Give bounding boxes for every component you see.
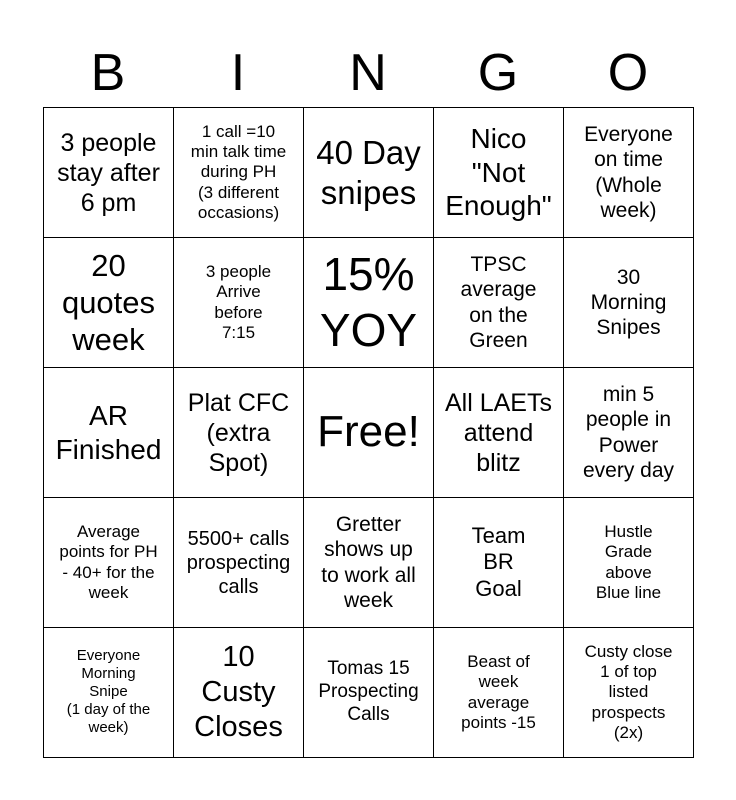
bingo-row	[44, 498, 694, 628]
bingo-cell[interactable]	[564, 108, 694, 238]
bingo-cell-text: Nico "Not Enough"	[445, 123, 552, 222]
bingo-cell-text: Everyone Morning Snipe (1 day of the week)	[66, 647, 151, 737]
bingo-cell[interactable]	[174, 368, 304, 498]
bingo-cell-text: 30 Morning Snipes	[590, 265, 667, 340]
bingo-cell-text: TPSC average on the Green	[460, 253, 537, 352]
bingo-cell[interactable]	[44, 628, 174, 758]
bingo-cell[interactable]	[304, 498, 434, 628]
bingo-cell-text: 10 Custy Closes	[194, 641, 283, 743]
bingo-cell[interactable]	[434, 368, 564, 498]
bingo-cell[interactable]	[564, 238, 694, 368]
bingo-cell[interactable]	[434, 108, 564, 238]
header-letter-n: N	[349, 44, 387, 102]
bingo-cell[interactable]	[44, 368, 174, 498]
bingo-cell-text: Tomas 15 Prospecting Calls	[318, 658, 419, 725]
bingo-cell-text: All LAETs attend blitz	[445, 388, 552, 477]
bingo-cell[interactable]	[174, 498, 304, 628]
bingo-cell-text: 1 call =10 min talk time during PH (3 different occasions)	[190, 121, 287, 223]
bingo-cell-text: 40 Day snipes	[316, 133, 421, 211]
bingo-cell-text: min 5 people in Power every day	[582, 383, 675, 482]
bingo-cell[interactable]	[434, 498, 564, 628]
bingo-cell[interactable]	[44, 108, 174, 238]
bingo-cell-text: Hustle Grade above Blue line	[595, 521, 662, 602]
bingo-cell[interactable]	[434, 628, 564, 758]
header-letter-b: B	[90, 44, 126, 102]
bingo-card-grid	[43, 107, 694, 758]
bingo-row	[44, 368, 694, 498]
bingo-cell-text: Everyone on time (Whole week)	[584, 123, 673, 222]
bingo-cell-text: Beast of week average points -15	[461, 651, 536, 732]
bingo-cell[interactable]	[174, 628, 304, 758]
bingo-cell-text: 3 people Arrive before 7:15	[205, 261, 272, 342]
bingo-cell[interactable]	[564, 628, 694, 758]
bingo-cell-text: Average points for PH - 40+ for the week	[59, 521, 158, 602]
bingo-cell-text: Free!	[317, 407, 420, 457]
bingo-cell[interactable]	[44, 498, 174, 628]
bingo-cell-text: Gretter shows up to work all week	[321, 513, 416, 612]
bingo-cell-text: Team BR Goal	[471, 522, 526, 601]
bingo-cell-text: 3 people stay after 6 pm	[57, 128, 160, 217]
bingo-cell[interactable]	[44, 238, 174, 368]
bingo-cell[interactable]	[304, 368, 434, 498]
bingo-cell-text: AR Finished	[55, 399, 162, 465]
bingo-cell[interactable]	[174, 238, 304, 368]
bingo-cell[interactable]	[304, 628, 434, 758]
bingo-cell-text: 20 quotes week	[61, 247, 156, 358]
header-letter-o: O	[607, 44, 649, 102]
bingo-cell[interactable]	[304, 108, 434, 238]
bingo-row	[44, 108, 694, 238]
bingo-cell-text: Plat CFC (extra Spot)	[187, 388, 290, 477]
bingo-cell[interactable]	[564, 368, 694, 498]
bingo-cell[interactable]	[564, 498, 694, 628]
bingo-header	[43, 40, 693, 106]
header-letter-i: I	[230, 44, 246, 102]
bingo-cell[interactable]	[174, 108, 304, 238]
bingo-cell-text: Custy close 1 of top listed prospects (2x)	[584, 641, 673, 743]
header-letter-g: G	[477, 44, 519, 102]
bingo-row	[44, 628, 694, 758]
bingo-cell-text: 15% YOY	[319, 248, 418, 356]
bingo-cell[interactable]	[304, 238, 434, 368]
bingo-row	[44, 238, 694, 368]
bingo-cell-text: 5500+ calls prospecting calls	[186, 527, 291, 598]
bingo-cell[interactable]	[434, 238, 564, 368]
